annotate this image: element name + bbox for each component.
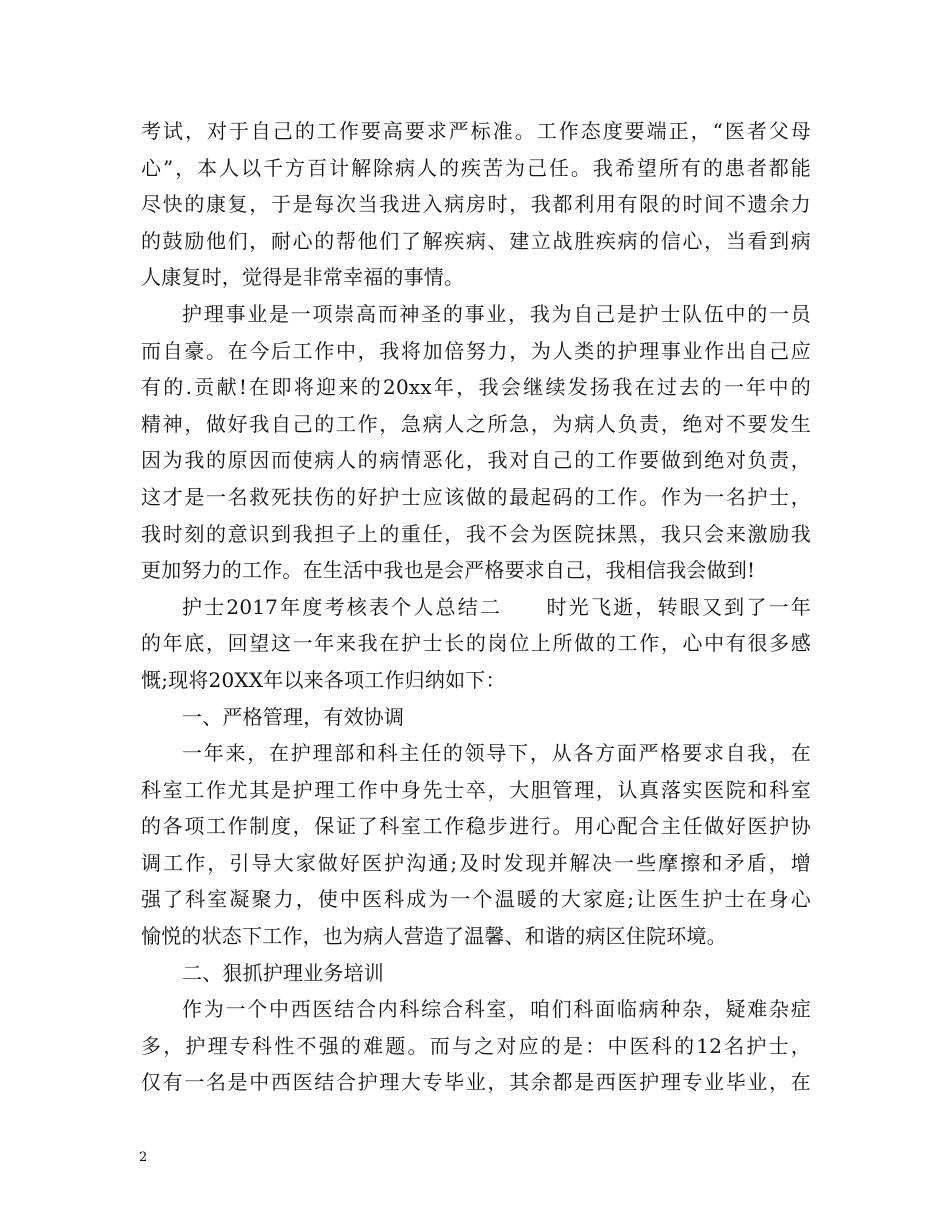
text-line: 更加努力的工作。在生活中我也是会严格要求自己，我相信我会做到!	[141, 558, 756, 583]
text-line: 因为我的原因而使病人的病情恶化，我对自己的工作要做到绝对负责，	[141, 448, 811, 473]
text-line: 护士2017年度考核表个人总结二 时光飞逝，转眼又到了一年	[182, 594, 811, 619]
text-line: 有的.贡献!在即将迎来的20xx年，我会继续发扬我在过去的一年中的	[141, 375, 811, 400]
text-line: 一年来，在护理部和科主任的领导下，从各方面严格要求自我，在	[182, 741, 811, 766]
text-line: 的各项工作制度，保证了科室工作稳步进行。用心配合主任做好医护协	[141, 814, 811, 839]
text-line: 尽快的康复，于是每次当我进入病房时，我都利用有限的时间不遗余力	[141, 192, 811, 217]
text-line: 护理事业是一项崇高而神圣的事业，我为自己是护士队伍中的一员	[182, 301, 811, 326]
text-line: 科室工作尤其是护理工作中身先士卒，大胆管理，认真落实医院和科室	[141, 777, 811, 802]
paragraph	[141, 735, 811, 955]
document-body	[141, 113, 811, 1101]
page-number: 2	[139, 1150, 148, 1165]
text-line: 考试，对于自己的工作要高要求严标准。工作态度要端正，“医者父母	[141, 119, 811, 143]
text-line: 的鼓励他们，耐心的帮他们了解疾病、建立战胜疾病的信心，当看到病	[141, 228, 811, 253]
text-line: 的年底，回望这一年来我在护士长的岗位上所做的工作，心中有很多感	[141, 631, 811, 656]
text-line: 愉悦的状态下工作，也为病人营造了温馨、和谐的病区住院环境。	[141, 924, 727, 949]
text-line: 二、狠抓护理业务培训	[182, 960, 384, 985]
text-line: 强了科室凝聚力，使中医科成为一个温暖的大家庭;让医生护士在身心	[141, 887, 811, 912]
paragraph	[141, 991, 811, 1101]
text-line: 作为一个中西医结合内科综合科室，咱们科面临病种杂，疑难杂症	[182, 997, 811, 1022]
text-line: 这才是一名救死扶伤的好护士应该做的最起码的工作。作为一名护士，	[141, 484, 811, 509]
text-line: 我时刻的意识到我担子上的重任，我不会为医院抹黑，我只会来激励我	[141, 521, 811, 546]
paragraph	[141, 296, 811, 589]
text-line: 仅有一名是中西医结合护理大专毕业，其余都是西医护理专业毕业，在	[141, 1070, 811, 1095]
paragraph	[141, 113, 811, 296]
paragraph	[141, 955, 811, 992]
paragraph	[141, 699, 811, 736]
text-line: 心”，本人以千方百计解除病人的疾苦为己任。我希望所有的患者都能	[141, 155, 811, 180]
text-line: 慨;现将20XX年以来各项工作归纳如下：	[141, 667, 506, 692]
paragraph	[141, 589, 811, 699]
text-line: 人康复时，觉得是非常幸福的事情。	[141, 265, 465, 290]
text-line: 多，护理专科性不强的难题。而与之对应的是：中医科的12名护士，	[141, 1033, 811, 1058]
text-line: 精神，做好我自己的工作，急病人之所急，为病人负责，绝对不要发生	[141, 411, 811, 436]
text-line: 而自豪。在今后工作中，我将加倍努力，为人类的护理事业作出自己应	[141, 338, 811, 363]
text-line: 调工作，引导大家做好医护沟通;及时发现并解决一些摩擦和矛盾，增	[141, 850, 811, 875]
text-line: 一、严格管理，有效协调	[182, 704, 405, 729]
